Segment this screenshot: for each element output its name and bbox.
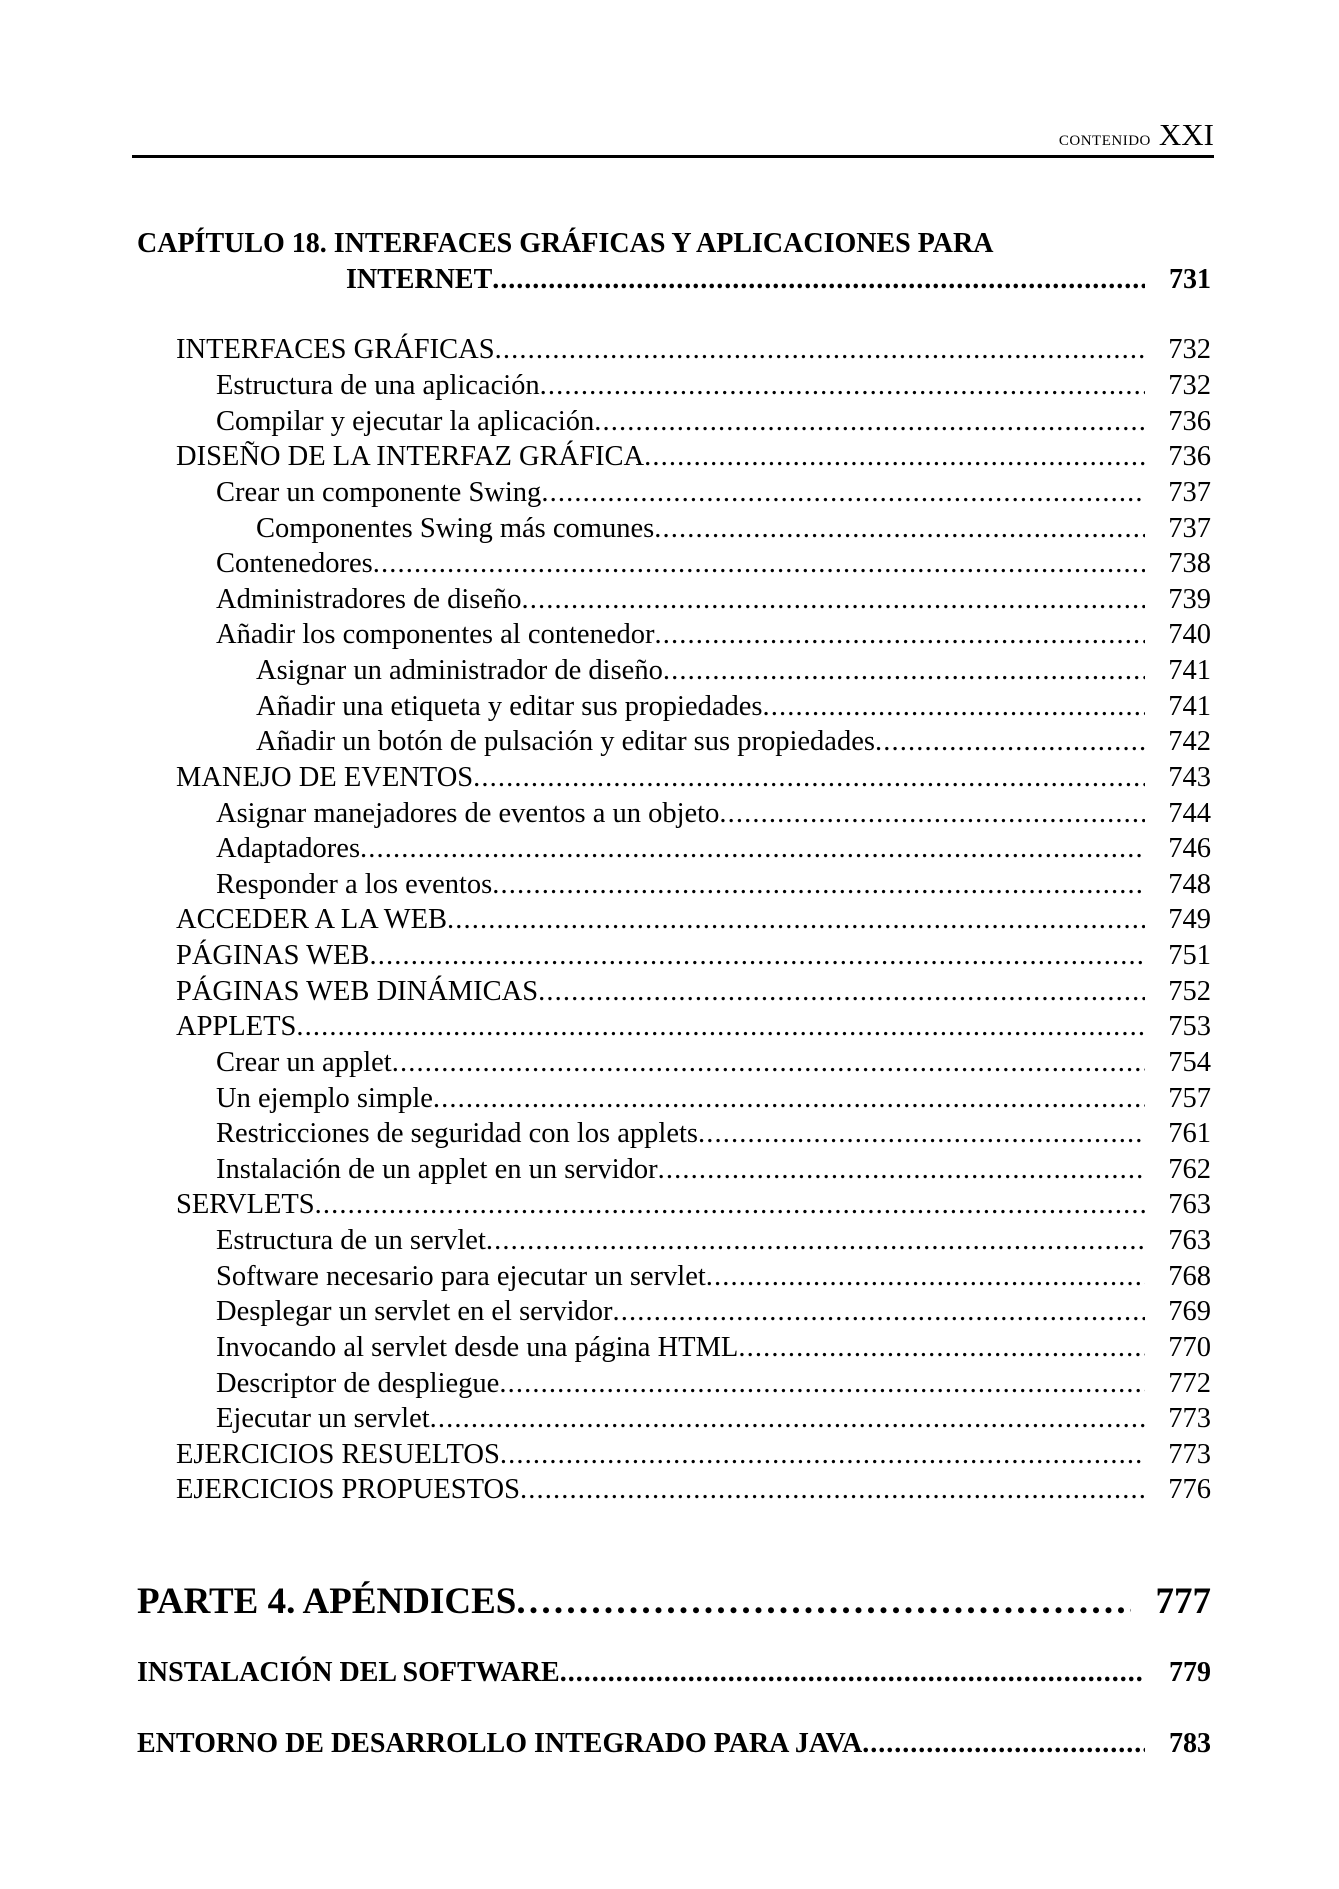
- toc-entry: [176, 1437, 1211, 1473]
- toc-entry-label: Crear un applet: [216, 1047, 392, 1078]
- toc-entry-label: PÁGINAS WEB DINÁMICAS: [176, 976, 539, 1007]
- leader-dots: [654, 617, 1145, 653]
- toc-entry-label: Componentes Swing más comunes: [256, 513, 655, 544]
- toc-entry: [216, 1223, 1211, 1259]
- part-heading: [137, 1579, 1211, 1625]
- leader-dots: [654, 511, 1145, 547]
- toc-entry-label: Responder a los eventos: [216, 869, 493, 900]
- toc-entry: [216, 831, 1211, 867]
- leader-dots: [862, 1726, 1145, 1762]
- toc-entry-label: Añadir una etiqueta y editar sus propiedades: [256, 691, 763, 722]
- chapter-page-number: 731: [1169, 264, 1211, 295]
- toc-entry: [216, 867, 1211, 903]
- running-header-section: contenido: [1058, 125, 1151, 150]
- leader-dots: [520, 1472, 1145, 1508]
- toc-entry-label: Un ejemplo simple: [216, 1083, 433, 1114]
- toc-entry-label: ACCEDER A LA WEB: [176, 904, 448, 935]
- toc-entry-page: 740: [1168, 619, 1211, 650]
- toc-entry: [216, 617, 1211, 653]
- leader-dots: [516, 1579, 1131, 1625]
- leader-dots: [486, 1223, 1145, 1259]
- toc-entry-page: 757: [1168, 1083, 1211, 1114]
- toc-entry: [216, 404, 1211, 440]
- leader-dots: [360, 831, 1145, 867]
- toc-entry-page: 739: [1168, 584, 1211, 615]
- toc-entry: [216, 368, 1211, 404]
- toc-entry-label: SERVLETS: [176, 1189, 315, 1220]
- toc-entry: [176, 332, 1211, 368]
- toc-entry-page: 752: [1168, 976, 1211, 1007]
- toc-entry: [216, 1366, 1211, 1402]
- leader-dots: [644, 439, 1145, 475]
- toc-entry: [256, 689, 1211, 725]
- toc-entry-label: Añadir los componentes al contenedor: [216, 619, 655, 650]
- toc-entry: [256, 653, 1211, 689]
- part-page-number: 777: [1155, 1581, 1211, 1622]
- toc-entry-label: Estructura de un servlet: [216, 1225, 486, 1256]
- toc-entry-page: 738: [1168, 548, 1211, 579]
- toc-entry-page: 751: [1168, 940, 1211, 971]
- toc-entry-label: Software necesario para ejecutar un servlet: [216, 1261, 706, 1292]
- leader-dots: [538, 974, 1145, 1010]
- leader-dots: [492, 867, 1145, 903]
- toc-entry-page: 773: [1168, 1439, 1211, 1470]
- toc-entry: [176, 439, 1211, 475]
- toc-entry: [216, 1116, 1211, 1152]
- toc-entry-page: 768: [1168, 1261, 1211, 1292]
- toc-entry: [216, 1401, 1211, 1437]
- chapter-title-continuation: INTERNET: [346, 264, 493, 295]
- leader-dots: [594, 404, 1145, 440]
- running-header: [132, 118, 1214, 158]
- leader-dots: [663, 653, 1145, 689]
- appendix-page: 779: [1169, 1657, 1211, 1688]
- toc-entry: [216, 475, 1211, 511]
- toc-entry-label: Asignar manejadores de eventos a un objeto: [216, 798, 720, 829]
- toc-entry-page: 732: [1168, 334, 1211, 365]
- leader-dots: [541, 475, 1145, 511]
- toc-entry: [216, 1259, 1211, 1295]
- leader-dots: [540, 368, 1145, 404]
- toc-entry: [216, 546, 1211, 582]
- toc-entry-label: Adaptadores: [216, 833, 361, 864]
- toc-entry: [216, 1152, 1211, 1188]
- leader-dots: [875, 724, 1145, 760]
- toc-entry-page: 736: [1168, 441, 1211, 472]
- toc-entry-label: PÁGINAS WEB: [176, 940, 370, 971]
- toc-entry: [176, 974, 1211, 1010]
- toc-entry-page: 773: [1168, 1403, 1211, 1434]
- toc-entry-page: 744: [1168, 798, 1211, 829]
- toc-entry-page: 737: [1168, 477, 1211, 508]
- toc-entry-page: 776: [1168, 1474, 1211, 1505]
- toc-entry-page: 772: [1168, 1368, 1211, 1399]
- toc-entry-label: Contenedores: [216, 548, 373, 579]
- toc-entry-label: APPLETS: [176, 1011, 297, 1042]
- toc-entry: [216, 582, 1211, 618]
- leader-dots: [658, 1152, 1145, 1188]
- toc-entry-page: 732: [1168, 370, 1211, 401]
- toc-entry-label: DISEÑO DE LA INTERFAZ GRÁFICA: [176, 441, 645, 472]
- toc-entry: [176, 902, 1211, 938]
- toc-entry: [256, 511, 1211, 547]
- toc-entry-page: 748: [1168, 869, 1211, 900]
- toc-entry-page: 742: [1168, 726, 1211, 757]
- appendix-entry: [137, 1726, 1211, 1762]
- toc-entry-label: Ejecutar un servlet: [216, 1403, 430, 1434]
- leader-dots: [612, 1294, 1145, 1330]
- toc-entry-label: Añadir un botón de pulsación y editar sus propiedades: [256, 726, 875, 757]
- leader-dots: [560, 1655, 1145, 1691]
- toc-entry: [216, 1330, 1211, 1366]
- toc-entry: [216, 1081, 1211, 1117]
- toc-entry-page: 762: [1168, 1154, 1211, 1185]
- toc-entry-page: 754: [1168, 1047, 1211, 1078]
- toc-entry-page: 746: [1168, 833, 1211, 864]
- toc-entry-label: Asignar un administrador de diseño: [256, 655, 663, 686]
- toc-entry-label: Descriptor de despliegue: [216, 1368, 500, 1399]
- appendix-label: INSTALACIÓN DEL SOFTWARE: [137, 1657, 560, 1688]
- toc-entry-page: 769: [1168, 1296, 1211, 1327]
- toc-entry: [176, 1472, 1211, 1508]
- leader-dots: [392, 1045, 1145, 1081]
- leader-dots: [522, 582, 1145, 618]
- toc-entry-label: Estructura de una aplicación: [216, 370, 540, 401]
- leader-dots: [499, 1366, 1145, 1402]
- toc-entry-label: Compilar y ejecutar la aplicación: [216, 406, 595, 437]
- toc-entry-page: 737: [1168, 513, 1211, 544]
- toc-entry: [176, 760, 1211, 796]
- toc-entry-label: EJERCICIOS PROPUESTOS: [176, 1474, 520, 1505]
- leader-dots: [447, 902, 1145, 938]
- leader-dots: [495, 332, 1145, 368]
- toc-entry-page: 749: [1168, 904, 1211, 935]
- appendix-page: 783: [1169, 1728, 1211, 1759]
- toc-entry-label: INTERFACES GRÁFICAS: [176, 334, 495, 365]
- leader-dots: [763, 689, 1145, 725]
- running-header-page-number: XXI: [1158, 117, 1214, 152]
- leader-dots: [500, 1437, 1145, 1473]
- toc-entry-page: 753: [1168, 1011, 1211, 1042]
- toc-entry: [176, 1187, 1211, 1223]
- toc-entry-label: Invocando al servlet desde una página HTML: [216, 1332, 739, 1363]
- leader-dots: [698, 1116, 1145, 1152]
- toc-entry-label: Restricciones de seguridad con los applets: [216, 1118, 698, 1149]
- leader-dots: [369, 938, 1145, 974]
- leader-dots: [719, 796, 1145, 832]
- toc-entry-page: 741: [1168, 691, 1211, 722]
- toc-entry-page: 761: [1168, 1118, 1211, 1149]
- toc-entry-page: 763: [1168, 1189, 1211, 1220]
- chapter-title-line-2: [346, 262, 1211, 298]
- leader-dots: [296, 1009, 1145, 1045]
- toc-entry: [176, 1009, 1211, 1045]
- leader-dots: [433, 1081, 1145, 1117]
- appendix-label: ENTORNO DE DESARROLLO INTEGRADO PARA JAVA: [137, 1728, 863, 1759]
- toc-entry-page: 736: [1168, 406, 1211, 437]
- toc-entry-label: MANEJO DE EVENTOS: [176, 762, 474, 793]
- toc-entry-page: 741: [1168, 655, 1211, 686]
- toc-entry-label: Desplegar un servlet en el servidor: [216, 1296, 613, 1327]
- appendix-entry: [137, 1655, 1211, 1691]
- part-title: PARTE 4. APÉNDICES: [137, 1581, 517, 1622]
- leader-dots: [473, 760, 1145, 796]
- chapter-title-line-1: CAPÍTULO 18. INTERFACES GRÁFICAS Y APLICACIONES PARA: [137, 228, 994, 259]
- toc-entry: [216, 1045, 1211, 1081]
- toc-entry-page: 770: [1168, 1332, 1211, 1363]
- toc-entry: [256, 724, 1211, 760]
- leader-dots: [738, 1330, 1145, 1366]
- leader-dots: [706, 1259, 1145, 1295]
- toc-entry-page: 763: [1168, 1225, 1211, 1256]
- toc-entry-label: EJERCICIOS RESUELTOS: [176, 1439, 500, 1470]
- leader-dots: [430, 1401, 1145, 1437]
- toc-entry-page: 743: [1168, 762, 1211, 793]
- toc-entry-label: Crear un componente Swing: [216, 477, 542, 508]
- header-rule: [132, 155, 1214, 158]
- leader-dots: [492, 262, 1145, 298]
- toc-entry-label: Instalación de un applet en un servidor: [216, 1154, 658, 1185]
- toc-entry-label: Administradores de diseño: [216, 584, 522, 615]
- leader-dots: [373, 546, 1145, 582]
- toc-entry: [216, 796, 1211, 832]
- toc-entry: [216, 1294, 1211, 1330]
- leader-dots: [315, 1187, 1145, 1223]
- toc-entry: [176, 938, 1211, 974]
